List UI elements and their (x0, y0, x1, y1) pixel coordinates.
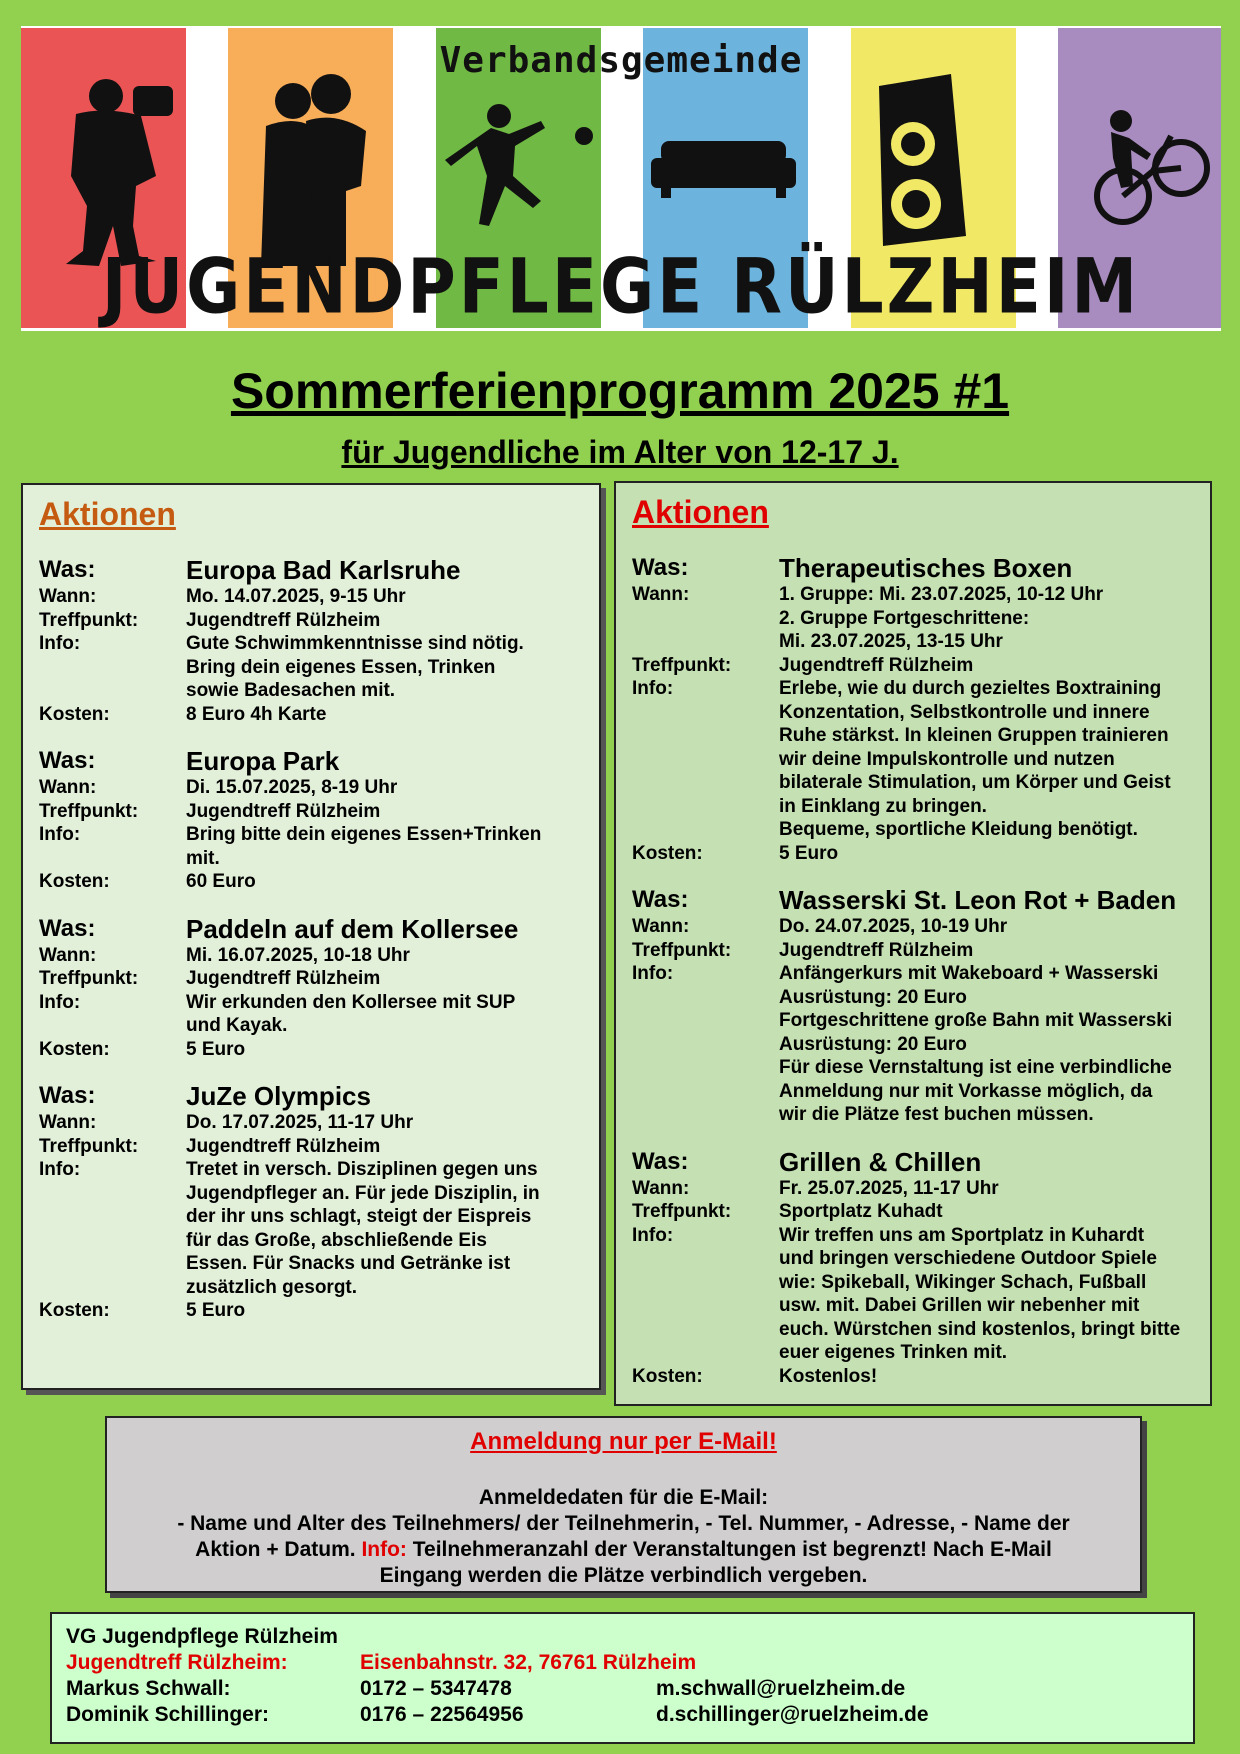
event-was-row (39, 555, 591, 585)
event-wann-value: Di. 15.07.2025, 8-19 Uhr (186, 777, 398, 798)
event-block (39, 555, 591, 726)
contact-phone[interactable]: 0176 – 22564956 (360, 1703, 524, 1726)
event-wann-label: Wann: (632, 584, 690, 605)
event-was-value: Grillen & Chillen (779, 1146, 982, 1177)
event-wann-row (632, 1177, 1202, 1201)
event-info-row (632, 677, 1202, 842)
event-treffpunkt-label: Treffpunkt: (39, 800, 139, 822)
event-wann-label: Wann: (39, 1112, 97, 1133)
soccer-player-icon (445, 104, 593, 226)
event-was-row (39, 746, 591, 776)
page-title: Sommerferienprogramm 2025 #1 (230, 363, 1010, 419)
event-kosten-row (632, 842, 1202, 866)
event-info-row (632, 1224, 1202, 1365)
couple-icon (261, 74, 366, 266)
event-kosten-value: 8 Euro 4h Karte (186, 703, 327, 725)
event-info-label: Info: (39, 991, 81, 1013)
event-was-label: Was: (39, 914, 96, 942)
event-was-row (632, 1147, 1202, 1177)
event-info-value: Tretet in versch. Disziplinen gegen uns Jugendpfleger an. Für jede Disziplin, in der ihr uns schlagt, steigt der Eispreis für das Große, abschließende Eis Essen. Für Snacks und Getränke ist zusätzlich gesorgt. (186, 1159, 540, 1298)
event-was-value: Europa Bad Karlsruhe (186, 555, 461, 585)
speaker-icon (879, 74, 966, 246)
sofa-icon (651, 141, 796, 198)
contact-name: Dominik Schillinger: (66, 1703, 270, 1726)
event-info-row (39, 1158, 591, 1299)
left-actions-panel (21, 483, 601, 1390)
registration-line-2b: Teilnehmeranzahl der Veranstaltungen ist begrenzt! Nach E-Mail (406, 1537, 1052, 1561)
event-info-label: Info: (39, 633, 81, 654)
registration-line-3: Eingang werden die Plätze verbindlich vergeben. (379, 1563, 868, 1587)
event-info-value: Anfängerkurs mit Wakeboard + Wasserski Ausrüstung: 20 Euro Fortgeschrittene große Bahn mit Wasserski Ausrüstung: 20 Euro Für diese Vernstaltung ist eine verbindliche Anmeldung nur mit Vorkasse möglich, da wir die Plätze fest buchen müssen. (779, 963, 1173, 1125)
event-info-row (632, 962, 1202, 1127)
event-treffpunkt-label: Treffpunkt: (39, 609, 139, 631)
event-block (632, 885, 1202, 1127)
contact-name: Markus Schwall: (66, 1677, 231, 1700)
event-wann-row (39, 585, 591, 609)
event-treffpunkt-row (39, 800, 591, 824)
event-wann-label: Wann: (632, 1177, 690, 1199)
event-was-label: Was: (632, 1147, 689, 1175)
event-was-label: Was: (632, 554, 689, 581)
event-wann-row (39, 944, 591, 968)
event-block (39, 914, 591, 1062)
contact-box (50, 1612, 1195, 1744)
event-was-value: Wasserski St. Leon Rot + Baden (779, 885, 1177, 915)
event-kosten-label: Kosten: (39, 1300, 110, 1321)
event-info-value: Wir erkunden den Kollersee mit SUP und Kayak. (186, 991, 516, 1036)
right-panel-heading: Aktionen (632, 494, 769, 530)
event-wann-value: Mo. 14.07.2025, 9-15 Uhr (186, 586, 406, 607)
event-was-label: Was: (39, 556, 96, 583)
event-was-row (39, 914, 591, 944)
event-treffpunkt-value: Jugendtreff Rülzheim (186, 609, 381, 631)
event-info-label: Info: (632, 1224, 674, 1246)
event-wann-row (39, 776, 591, 800)
event-was-value: Therapeutisches Boxen (779, 553, 1073, 583)
event-treffpunkt-value: Jugendtreff Rülzheim (186, 968, 381, 989)
event-treffpunkt-label: Treffpunkt: (632, 1201, 732, 1222)
event-treffpunkt-value: Jugendtreff Rülzheim (186, 1135, 381, 1157)
event-info-label: Info: (39, 1159, 81, 1180)
event-info-row (39, 632, 591, 703)
contact-phone[interactable]: 0172 – 5347478 (360, 1677, 512, 1700)
event-treffpunkt-label: Treffpunkt: (632, 654, 732, 676)
event-was-row (632, 885, 1202, 915)
event-was-row (632, 553, 1202, 583)
registration-line-2 (127, 1537, 1120, 1563)
contact-person-row (66, 1702, 1193, 1728)
contact-email[interactable]: d.schillinger@ruelzheim.de (656, 1703, 929, 1726)
registration-line-2a: Aktion + Datum. (195, 1537, 362, 1561)
event-treffpunkt-value: Jugendtreff Rülzheim (779, 939, 974, 961)
event-wann-value: Do. 24.07.2025, 10-19 Uhr (779, 916, 1008, 937)
event-was-label: Was: (39, 1082, 96, 1109)
event-wann-row (632, 583, 1202, 654)
event-was-label: Was: (632, 886, 689, 913)
event-info-value: Bring bitte dein eigenes Essen+Trinken mit. (186, 824, 542, 869)
event-wann-label: Wann: (39, 944, 97, 966)
event-info-label: Info: (632, 963, 674, 984)
contact-org: VG Jugendpflege Rülzheim (66, 1625, 338, 1648)
event-kosten-row (39, 703, 591, 727)
event-treffpunkt-row (632, 939, 1202, 963)
event-treffpunkt-row (632, 654, 1202, 678)
event-block (632, 1147, 1202, 1389)
person-carrying-icon (66, 79, 173, 266)
event-kosten-label: Kosten: (39, 1038, 110, 1060)
event-kosten-row (39, 870, 591, 894)
right-actions-panel (614, 481, 1212, 1406)
event-kosten-label: Kosten: (39, 871, 110, 892)
event-kosten-label: Kosten: (632, 842, 703, 864)
event-treffpunkt-label: Treffpunkt: (39, 968, 139, 989)
left-panel-heading: Aktionen (39, 496, 176, 532)
event-was-row (39, 1081, 591, 1111)
event-treffpunkt-value: Jugendtreff Rülzheim (186, 800, 381, 822)
event-treffpunkt-value: Sportplatz Kuhadt (779, 1201, 943, 1222)
event-kosten-row (632, 1365, 1202, 1389)
event-kosten-value: 60 Euro (186, 871, 256, 892)
left-events-list (39, 555, 591, 1343)
event-kosten-value: Kostenlos! (779, 1365, 878, 1387)
contact-person-row (66, 1676, 1193, 1702)
event-wann-row (39, 1111, 591, 1135)
banner-top-text: Verbandsgemeinde (439, 40, 803, 81)
event-kosten-value: 5 Euro (779, 842, 839, 864)
right-events-list (632, 553, 1202, 1408)
event-wann-label: Wann: (632, 916, 690, 937)
event-info-value: Wir treffen uns am Sportplatz in Kuhardt und bringen verschiedene Outdoor Spiele wie: Spikeball, Wikinger Schach, Fußball usw. mit. Dabei Grillen wir nebenher mit euch. Würstchen sind kostenlos, bringt bitte euer eigenes Trinken mit. (779, 1224, 1181, 1363)
registration-text (107, 1511, 1140, 1589)
event-block (632, 553, 1202, 865)
event-wann-value: Fr. 25.07.2025, 11-17 Uhr (779, 1177, 999, 1199)
banner (21, 26, 1221, 331)
banner-main-text: JUGENDPFLEGE RÜLZHEIM (101, 242, 1141, 331)
event-info-row (39, 823, 591, 870)
event-wann-value: Do. 17.07.2025, 11-17 Uhr (186, 1112, 414, 1133)
event-wann-value: Mi. 16.07.2025, 10-18 Uhr (186, 944, 410, 966)
contact-email[interactable]: m.schwall@ruelzheim.de (656, 1677, 906, 1700)
registration-info-label: Info: (361, 1537, 407, 1561)
event-was-value: Europa Park (186, 746, 340, 776)
event-was-label: Was: (39, 747, 96, 774)
event-kosten-label: Kosten: (39, 703, 110, 725)
event-info-value: Erlebe, wie du durch gezieltes Boxtraining Konzentation, Selbstkontrolle und innere Ruhe stärkst. In kleinen Gruppen trainieren wir deine Impulskontrolle und nutzen bilaterale Stimulation, um Körper und Geist in Einklang zu bringen. Bequeme, sportliche Kleidung benötigt. (779, 678, 1171, 840)
contact-location-label: Jugendtreff Rülzheim: (66, 1651, 288, 1674)
event-treffpunkt-row (632, 1200, 1202, 1224)
event-kosten-row (39, 1299, 591, 1323)
event-info-label: Info: (632, 678, 674, 699)
contact-location-address: Eisenbahnstr. 32, 76761 Rülzheim (360, 1651, 697, 1674)
event-kosten-row (39, 1038, 591, 1062)
event-was-value: JuZe Olympics (186, 1081, 371, 1111)
event-wann-label: Wann: (39, 586, 97, 607)
event-treffpunkt-row (39, 1135, 591, 1159)
event-treffpunkt-value: Jugendtreff Rülzheim (779, 654, 974, 676)
event-wann-row (632, 915, 1202, 939)
event-info-label: Info: (39, 824, 81, 845)
registration-line-1: - Name und Alter des Teilnehmers/ der Teilnehmerin, - Tel. Nummer, - Adresse, - Name der (177, 1511, 1070, 1535)
registration-box (105, 1416, 1142, 1593)
contact-location-row (66, 1650, 1193, 1676)
page-subtitle: für Jugendliche im Alter von 12-17 J. (341, 434, 899, 470)
event-wann-label: Wann: (39, 777, 97, 798)
event-kosten-value: 5 Euro (186, 1300, 246, 1321)
event-was-value: Paddeln auf dem Kollersee (186, 913, 519, 944)
registration-subheading: Anmeldedaten für die E-Mail: (478, 1485, 769, 1509)
event-treffpunkt-label: Treffpunkt: (632, 939, 732, 961)
event-treffpunkt-row (39, 609, 591, 633)
event-treffpunkt-row (39, 967, 591, 991)
event-info-value: Gute Schwimmkenntnisse sind nötig. Bring dein eigenes Essen, Trinken sowie Badesachen mit. (186, 633, 524, 701)
event-block (39, 746, 591, 894)
event-info-row (39, 991, 591, 1038)
event-block (39, 1081, 591, 1323)
event-wann-value: 1. Gruppe: Mi. 23.07.2025, 10-12 Uhr 2. Gruppe Fortgeschrittene: Mi. 23.07.2025, 13-15 Uhr (779, 584, 1104, 652)
registration-heading: Anmeldung nur per E-Mail! (470, 1428, 777, 1455)
event-treffpunkt-label: Treffpunkt: (39, 1135, 139, 1157)
event-kosten-label: Kosten: (632, 1365, 703, 1387)
event-kosten-value: 5 Euro (186, 1038, 246, 1060)
